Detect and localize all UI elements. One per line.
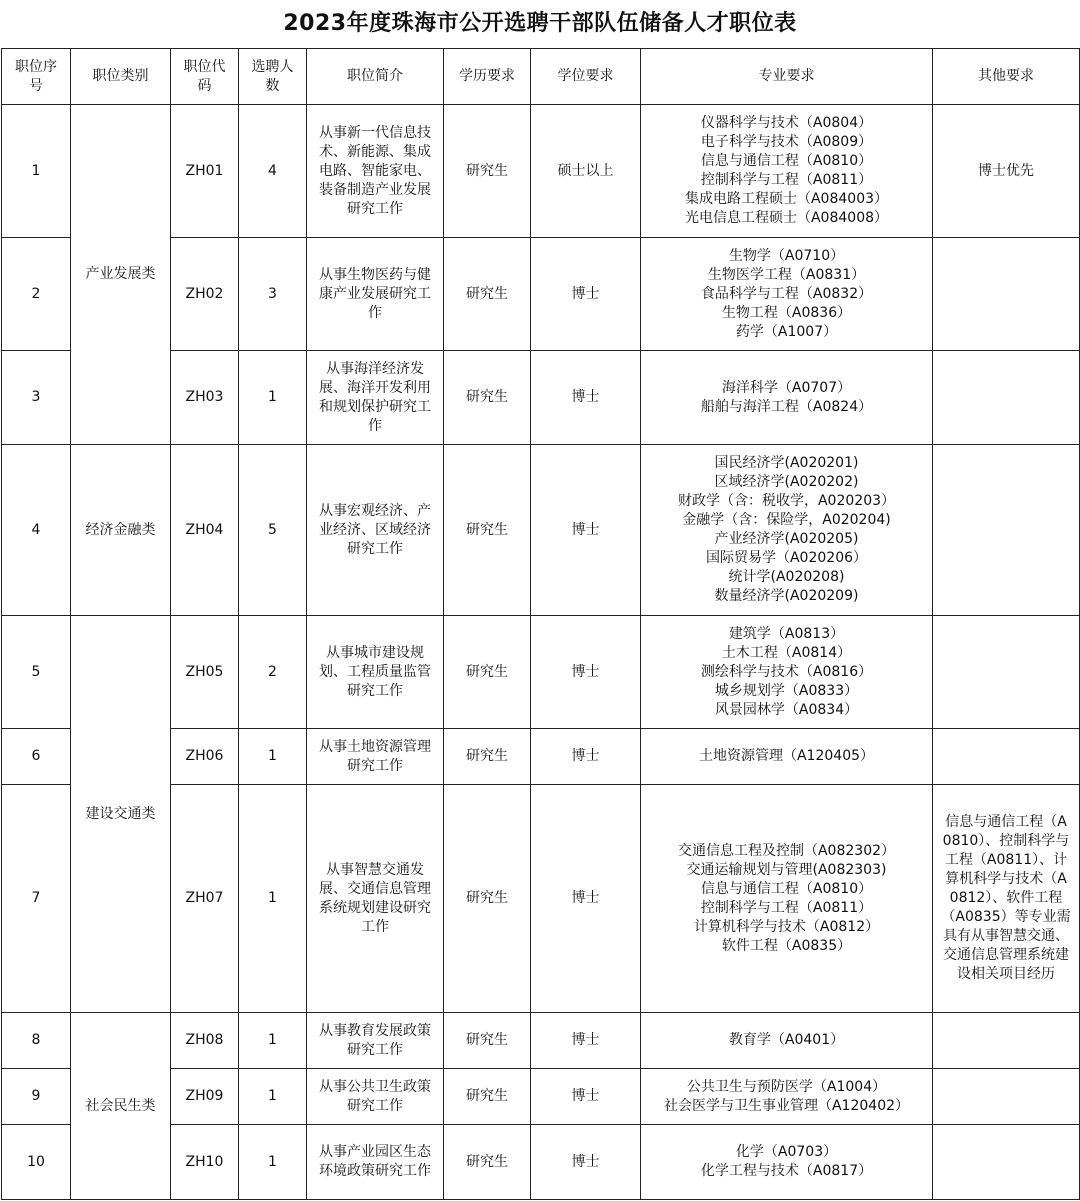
major-item: 教育学（A0401） bbox=[728, 1032, 845, 1048]
seq-cell: 1 bbox=[2, 105, 71, 238]
major-item: 国际贸易学（A020206） bbox=[705, 550, 868, 566]
count-cell: 1 bbox=[239, 1013, 307, 1069]
major-cell bbox=[641, 445, 933, 616]
header-education: 学历要求 bbox=[444, 49, 531, 105]
major-item: 土地资源管理（A120405） bbox=[698, 748, 875, 764]
major-item: 集成电路工程硕士（A084003） bbox=[684, 191, 889, 207]
header-seq: 职位序号 bbox=[2, 49, 71, 105]
major-item: 控制科学与工程（A0811） bbox=[700, 172, 873, 188]
intro-cell: 从事公共卫生政策研究工作 bbox=[307, 1069, 444, 1125]
education-cell: 研究生 bbox=[444, 445, 531, 616]
major-item: 电子科学与技术（A0809） bbox=[700, 134, 873, 150]
header-degree: 学位要求 bbox=[531, 49, 641, 105]
page-title: 2023年度珠海市公开选聘干部队伍储备人才职位表 bbox=[283, 11, 797, 36]
major-item: 数量经济学(A020209) bbox=[714, 588, 859, 604]
category-cell: 社会民生类 bbox=[71, 1013, 171, 1200]
major-item: 软件工程（A0835） bbox=[721, 937, 852, 954]
table-row bbox=[2, 616, 1080, 729]
seq-cell: 4 bbox=[2, 445, 71, 616]
intro-cell: 从事新一代信息技术、新能源、集成电路、智能家电、装备制造产业发展研究工作 bbox=[307, 105, 444, 238]
code-cell: ZH10 bbox=[171, 1125, 239, 1200]
major-cell bbox=[641, 238, 933, 351]
intro-cell: 从事生物医药与健康产业发展研究工作 bbox=[307, 238, 444, 351]
major-item: 药学（A1007） bbox=[735, 323, 838, 340]
table-row bbox=[2, 445, 1080, 616]
count-cell: 1 bbox=[239, 351, 307, 445]
education-cell: 研究生 bbox=[444, 1069, 531, 1125]
intro-cell: 从事海洋经济发展、海洋开发利用和规划保护研究工作 bbox=[307, 351, 444, 445]
degree-cell: 博士 bbox=[531, 785, 641, 1013]
major-item: 化学工程与技术（A0817） bbox=[700, 1163, 873, 1179]
education-cell: 研究生 bbox=[444, 1013, 531, 1069]
major-item: 公共卫生与预防医学（A1004） bbox=[686, 1078, 887, 1095]
seq-cell: 5 bbox=[2, 616, 71, 729]
header-category: 职位类别 bbox=[71, 49, 171, 105]
major-item: 生物医学工程（A0831） bbox=[707, 266, 866, 283]
count-cell: 1 bbox=[239, 729, 307, 785]
major-item: 生物学（A0710） bbox=[728, 247, 845, 264]
major-item: 交通信息工程及控制（A082302） bbox=[677, 842, 896, 859]
degree-cell: 博士 bbox=[531, 351, 641, 445]
intro-cell: 从事教育发展政策研究工作 bbox=[307, 1013, 444, 1069]
seq-cell: 3 bbox=[2, 351, 71, 445]
positions-table bbox=[1, 48, 1080, 1200]
intro-cell: 从事土地资源管理研究工作 bbox=[307, 729, 444, 785]
intro-cell: 从事城市建设规划、工程质量监管研究工作 bbox=[307, 616, 444, 729]
code-cell: ZH03 bbox=[171, 351, 239, 445]
degree-cell: 硕士以上 bbox=[531, 105, 641, 238]
table-row bbox=[2, 105, 1080, 238]
header-count: 选聘人数 bbox=[239, 49, 307, 105]
degree-cell: 博士 bbox=[531, 445, 641, 616]
other-cell bbox=[933, 1013, 1080, 1069]
major-cell bbox=[641, 351, 933, 445]
major-cell bbox=[641, 105, 933, 238]
other-cell: 信息与通信工程（A0810）、控制科学与工程（A0811）、计算机科学与技术（A0812）、软件工程（A0835）等专业需具有从事智慧交通、交通信息管理系统建设相关项目经历 bbox=[933, 785, 1080, 1013]
major-item: 土木工程（A0814） bbox=[721, 644, 852, 661]
major-item: 光电信息工程硕士（A084008） bbox=[684, 210, 889, 226]
other-cell bbox=[933, 351, 1080, 445]
other-cell bbox=[933, 1125, 1080, 1200]
other-cell bbox=[933, 616, 1080, 729]
education-cell: 研究生 bbox=[444, 785, 531, 1013]
major-item: 风景园林学（A0834） bbox=[714, 701, 859, 718]
degree-cell: 博士 bbox=[531, 729, 641, 785]
education-cell: 研究生 bbox=[444, 616, 531, 729]
major-item: 城乡规划学（A0833） bbox=[714, 682, 859, 699]
major-item: 食品科学与工程（A0832） bbox=[700, 285, 873, 302]
major-item: 计算机科学与技术（A0812） bbox=[693, 918, 880, 935]
major-item: 信息与通信工程（A0810） bbox=[700, 153, 873, 169]
code-cell: ZH01 bbox=[171, 105, 239, 238]
major-cell bbox=[641, 1125, 933, 1200]
header-major: 专业要求 bbox=[641, 49, 933, 105]
major-item: 国民经济学(A020201) bbox=[714, 455, 859, 471]
education-cell: 研究生 bbox=[444, 105, 531, 238]
major-item: 化学（A0703） bbox=[735, 1144, 838, 1160]
major-item: 统计学(A020208) bbox=[728, 569, 845, 585]
education-cell: 研究生 bbox=[444, 351, 531, 445]
major-cell bbox=[641, 729, 933, 785]
major-item: 测绘科学与技术（A0816） bbox=[700, 663, 873, 680]
other-cell: 博士优先 bbox=[933, 105, 1080, 238]
degree-cell: 博士 bbox=[531, 1013, 641, 1069]
table-row bbox=[2, 1013, 1080, 1069]
count-cell: 5 bbox=[239, 445, 307, 616]
header-row bbox=[2, 49, 1080, 105]
intro-cell: 从事智慧交通发展、交通信息管理系统规划建设研究工作 bbox=[307, 785, 444, 1013]
seq-cell: 7 bbox=[2, 785, 71, 1013]
code-cell: ZH05 bbox=[171, 616, 239, 729]
other-cell bbox=[933, 238, 1080, 351]
other-cell bbox=[933, 1069, 1080, 1125]
count-cell: 1 bbox=[239, 1069, 307, 1125]
degree-cell: 博士 bbox=[531, 1069, 641, 1125]
degree-cell: 博士 bbox=[531, 616, 641, 729]
education-cell: 研究生 bbox=[444, 238, 531, 351]
major-item: 仪器科学与技术（A0804） bbox=[700, 115, 873, 131]
major-item: 建筑学（A0813） bbox=[728, 625, 845, 642]
category-cell: 经济金融类 bbox=[71, 445, 171, 616]
major-item: 控制科学与工程（A0811） bbox=[700, 899, 873, 916]
other-cell bbox=[933, 445, 1080, 616]
seq-cell: 10 bbox=[2, 1125, 71, 1200]
other-cell bbox=[933, 729, 1080, 785]
intro-cell: 从事产业园区生态环境政策研究工作 bbox=[307, 1125, 444, 1200]
education-cell: 研究生 bbox=[444, 1125, 531, 1200]
major-item: 信息与通信工程（A0810） bbox=[700, 880, 873, 897]
intro-cell: 从事宏观经济、产业经济、区域经济研究工作 bbox=[307, 445, 444, 616]
education-cell: 研究生 bbox=[444, 729, 531, 785]
degree-cell: 博士 bbox=[531, 1125, 641, 1200]
header-intro: 职位简介 bbox=[307, 49, 444, 105]
count-cell: 1 bbox=[239, 785, 307, 1013]
category-cell: 建设交通类 bbox=[71, 616, 171, 1013]
code-cell: ZH08 bbox=[171, 1013, 239, 1069]
major-item: 交通运输规划与管理(A082303) bbox=[686, 861, 887, 878]
code-cell: ZH09 bbox=[171, 1069, 239, 1125]
seq-cell: 9 bbox=[2, 1069, 71, 1125]
count-cell: 1 bbox=[239, 1125, 307, 1200]
seq-cell: 8 bbox=[2, 1013, 71, 1069]
count-cell: 4 bbox=[239, 105, 307, 238]
major-cell bbox=[641, 1013, 933, 1069]
count-cell: 2 bbox=[239, 616, 307, 729]
major-item: 区域经济学(A020202) bbox=[714, 474, 859, 490]
major-cell bbox=[641, 616, 933, 729]
major-cell bbox=[641, 785, 933, 1013]
major-item: 产业经济学(A020205) bbox=[714, 531, 859, 547]
major-item: 社会医学与卫生事业管理（A120402） bbox=[663, 1097, 910, 1114]
code-cell: ZH02 bbox=[171, 238, 239, 351]
code-cell: ZH07 bbox=[171, 785, 239, 1013]
major-cell bbox=[641, 1069, 933, 1125]
seq-cell: 2 bbox=[2, 238, 71, 351]
header-code: 职位代码 bbox=[171, 49, 239, 105]
degree-cell: 博士 bbox=[531, 238, 641, 351]
major-item: 金融学（含：保险学，A020204) bbox=[682, 512, 891, 528]
seq-cell: 6 bbox=[2, 729, 71, 785]
code-cell: ZH04 bbox=[171, 445, 239, 616]
major-item: 生物工程（A0836） bbox=[721, 304, 852, 321]
major-item: 船舶与海洋工程（A0824） bbox=[700, 398, 873, 415]
count-cell: 3 bbox=[239, 238, 307, 351]
major-item: 海洋科学（A0707） bbox=[721, 379, 852, 396]
code-cell: ZH06 bbox=[171, 729, 239, 785]
category-cell: 产业发展类 bbox=[71, 105, 171, 445]
header-other: 其他要求 bbox=[933, 49, 1080, 105]
major-item: 财政学（含：税收学，A020203） bbox=[677, 493, 896, 509]
